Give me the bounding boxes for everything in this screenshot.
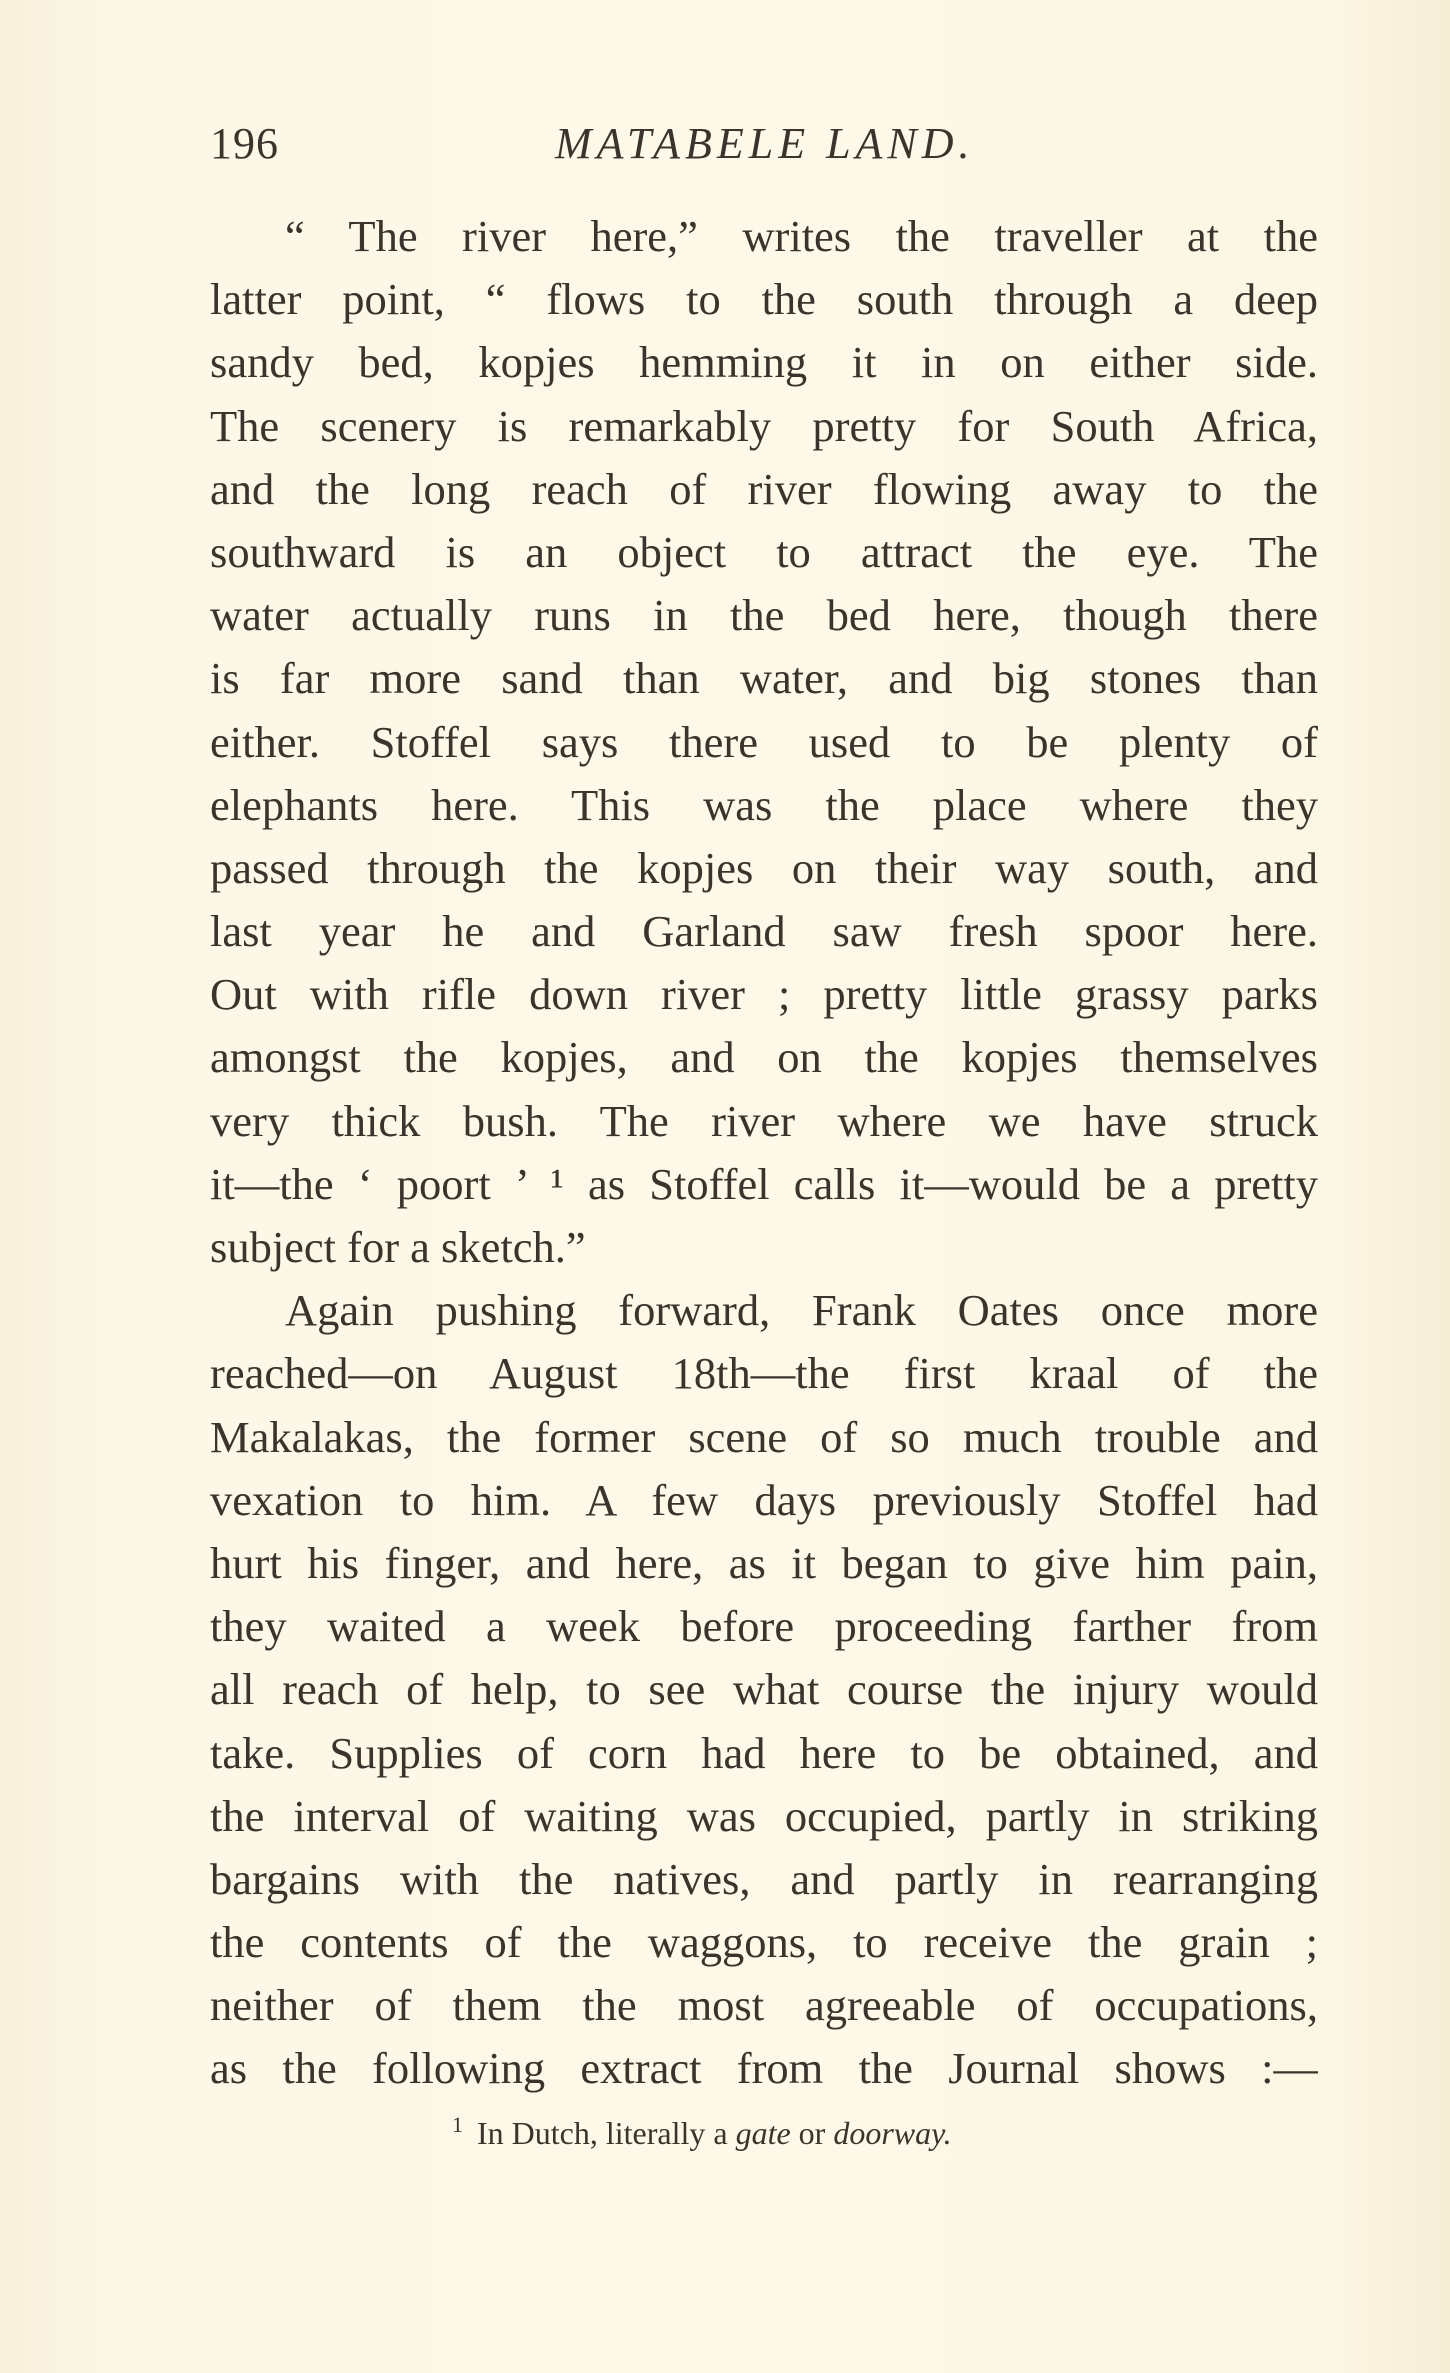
text-line: latter point, “ flows to the south through a deep <box>210 274 1318 325</box>
running-head: MATABELE LAND. <box>555 119 975 168</box>
footnote-text: In Dutch, literally a <box>477 2115 736 2151</box>
text-line: last year he and Garland saw fresh spoor here. <box>210 906 1318 957</box>
text-line: neither of them the most agreeable of occupations, <box>210 1980 1318 2031</box>
text-line: vexation to him. A few days previously Stoffel had <box>210 1474 1318 1525</box>
text-line: amongst the kopjes, and on the kopjes themselves <box>210 1032 1318 1083</box>
text-line: “ The river here,” writes the traveller at the <box>285 211 1318 261</box>
footnote-marker: 1 <box>452 2112 463 2137</box>
page-header <box>210 118 1320 178</box>
text-line: sandy bed, kopjes hemming it in on either side. <box>210 337 1318 388</box>
text-line: bargains with the natives, and partly in rearranging <box>210 1853 1318 1904</box>
text-line: take. Supplies of corn had here to be obtained, and <box>210 1727 1318 1778</box>
text-line: very thick bush. The river where we have struck <box>210 1095 1318 1146</box>
text-line: is far more sand than water, and big stones than <box>210 653 1318 704</box>
text-line: southward is an object to attract the eye. The <box>210 526 1318 577</box>
text-line: hurt his finger, and here, as it began to give him pain, <box>210 1537 1318 1588</box>
text-line: the contents of the waggons, to receive the grain ; <box>210 1917 1318 1968</box>
footnote-italic-doorway: doorway. <box>833 2115 952 2151</box>
text-line: passed through the kopjes on their way south, and <box>210 842 1318 893</box>
text-line: Makalakas, the former scene of so much trouble and <box>210 1411 1318 1462</box>
text-line: reached—on August 18th—the first kraal of the <box>210 1348 1318 1399</box>
footnote-italic-gate: gate <box>735 2115 791 2151</box>
text-line: subject for a sketch.” <box>210 1222 586 1272</box>
footnote-text-mid: or <box>790 2115 834 2151</box>
text-line: The scenery is remarkably pretty for South Africa, <box>210 400 1318 451</box>
text-line: all reach of help, to see what course the injury would <box>210 1664 1318 1715</box>
text-line: it—the ‘ poort ’ ¹ as Stoffel calls it—would be a pretty <box>210 1158 1318 1209</box>
text-line: as the following extract from the Journal shows :— <box>210 2043 1318 2094</box>
text-line: water actually runs in the bed here, though there <box>210 590 1318 641</box>
footnote <box>452 2112 952 2152</box>
text-line: either. Stoffel says there used to be plenty of <box>210 716 1318 767</box>
text-line: Out with rifle down river ; pretty little grassy parks <box>210 969 1318 1020</box>
text-line: and the long reach of river flowing away to the <box>210 463 1318 514</box>
page-number: 196 <box>210 119 279 168</box>
text-line: Again pushing forward, Frank Oates once more <box>285 1285 1318 1336</box>
text-line: the interval of waiting was occupied, partly in striking <box>210 1790 1318 1841</box>
text-line: elephants here. This was the place where they <box>210 779 1318 830</box>
text-line: they waited a week before proceeding farther from <box>210 1601 1318 1652</box>
body-text <box>210 205 1318 2101</box>
